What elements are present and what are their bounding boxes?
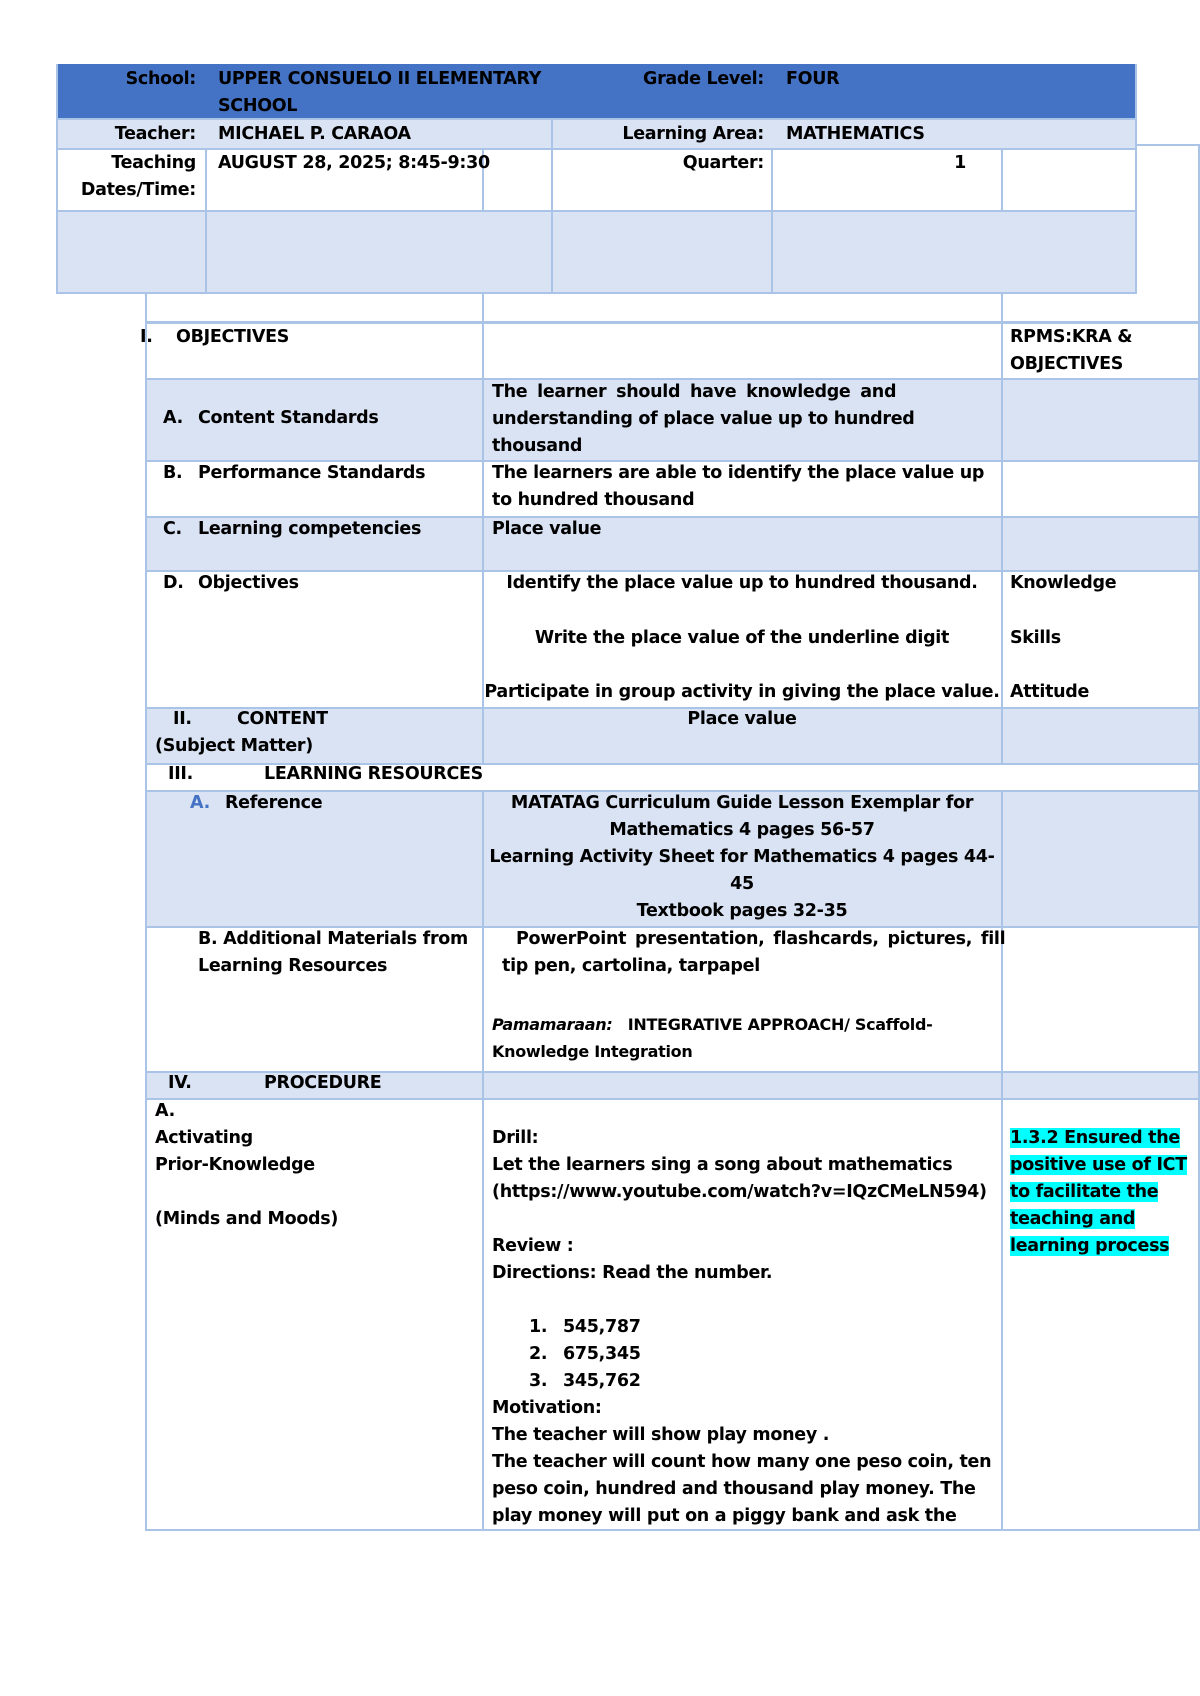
objective-2: Write the place value of the underline digit [534, 628, 950, 648]
obj-letter: D. [163, 573, 184, 593]
teacher-value: MICHAEL P. CARAOA [218, 124, 411, 144]
procedure-title: PROCEDURE [264, 1073, 382, 1093]
motivation-label: Motivation: [492, 1398, 602, 1418]
list-item-2: 675,345 [563, 1344, 641, 1364]
ict-objective-line3: to facilitate the [1010, 1182, 1159, 1202]
motivation-line3: peso coin, hundred and thousand play money. The [492, 1479, 976, 1499]
method-line2: Knowledge Integration [492, 1042, 693, 1061]
obj-label: Objectives [198, 573, 299, 593]
school-label: School: [125, 69, 196, 89]
additional-line1: PowerPoint presentation, flashcards, pictures, fill [516, 929, 1006, 949]
reference-line3: Learning Activity Sheet for Mathematics 4 pages 44- [489, 847, 995, 867]
drill-line1: Let the learners sing a song about mathematics [492, 1155, 953, 1175]
activating-letter: A. [155, 1101, 175, 1121]
objective-3: Participate in group activity in giving the place value. [484, 682, 1000, 702]
kra-attitude: Attitude [1010, 682, 1090, 702]
list-item-1: 545,787 [563, 1317, 641, 1337]
school-value-line2: SCHOOL [218, 96, 298, 116]
review-label: Review : [492, 1236, 574, 1256]
resources-num: III. [168, 764, 193, 784]
additional-line2: tip pen, cartolina, tarpapel [502, 956, 760, 976]
learning-area-value: MATHEMATICS [786, 124, 925, 144]
perf-std-label: Performance Standards [198, 463, 426, 483]
resources-title: LEARNING RESOURCES [264, 764, 483, 784]
list-item-2-num: 2. [529, 1344, 548, 1364]
competency-value: Place value [492, 519, 602, 539]
drill-label: Drill: [492, 1128, 539, 1148]
teacher-label: Teacher: [114, 124, 196, 144]
content-title: CONTENT [237, 709, 328, 729]
dates-value: AUGUST 28, 2025; 8:45-9:30 [218, 153, 490, 173]
reference-line1: MATATAG Curriculum Guide Lesson Exemplar for [510, 793, 974, 813]
motivation-line4: play money will put on a piggy bank and ask the [492, 1506, 957, 1526]
reference-label: Reference [225, 793, 323, 813]
quarter-label: Quarter: [682, 153, 764, 173]
content-std-line2: understanding of place value up to hundred [492, 409, 915, 429]
rpms-label-line1: RPMS:KRA & [1010, 327, 1133, 347]
objectives-num: I. [140, 327, 153, 347]
method-line1 [492, 1011, 933, 1038]
dates-label-line1: Teaching [111, 153, 196, 173]
motivation-line1: The teacher will show play money . [492, 1425, 830, 1445]
quarter-value: 1 [954, 153, 966, 173]
motivation-line2: The teacher will count how many one peso coin, ten [492, 1452, 992, 1472]
perf-std-letter: B. [163, 463, 183, 483]
activating-line1: Activating [155, 1128, 253, 1148]
kra-knowledge: Knowledge [1010, 573, 1117, 593]
additional-label-line1: B. Additional Materials from [198, 929, 468, 949]
objectives-title: OBJECTIVES [176, 327, 290, 347]
ict-objective-line4: teaching and [1010, 1209, 1136, 1229]
activating-line2: Prior-Knowledge [155, 1155, 315, 1175]
content-std-line1: The learner should have knowledge and [492, 382, 897, 402]
reference-line4: 45 [730, 874, 754, 894]
content-value: Place value [687, 709, 797, 729]
grade-level-label: Grade Level: [643, 69, 764, 89]
procedure-num: IV. [168, 1073, 192, 1093]
reference-line5: Textbook pages 32-35 [636, 901, 848, 921]
ict-objective-line2: positive use of ICT [1010, 1155, 1187, 1175]
dates-label-line2: Dates/Time: [80, 180, 196, 200]
learning-area-label: Learning Area: [622, 124, 764, 144]
additional-label-line2: Learning Resources [198, 956, 388, 976]
ict-objective-line5: learning process [1010, 1236, 1170, 1256]
reference-line2: Mathematics 4 pages 56-57 [609, 820, 875, 840]
drill-link[interactable]: (https://www.youtube.com/watch?v=IQzCMeLN594) [492, 1182, 987, 1202]
reference-letter: A. [190, 793, 210, 813]
list-item-1-num: 1. [529, 1317, 548, 1337]
review-directions: Directions: Read the number. [492, 1263, 773, 1283]
content-std-letter: A. [163, 408, 183, 428]
competency-label: Learning competencies [198, 519, 422, 539]
content-std-line3: thousand [492, 436, 583, 456]
list-item-3: 345,762 [563, 1371, 641, 1391]
content-subtitle: (Subject Matter) [155, 736, 313, 756]
objective-1: Identify the place value up to hundred thousand. [506, 573, 978, 593]
perf-std-line1: The learners are able to identify the place value up [492, 463, 985, 483]
content-std-label: Content Standards [198, 408, 379, 428]
content-num: II. [173, 709, 192, 729]
rpms-label-line2: OBJECTIVES [1010, 354, 1124, 374]
ict-objective-line1: 1.3.2 Ensured the [1010, 1128, 1180, 1148]
activating-line3: (Minds and Moods) [155, 1209, 339, 1229]
perf-std-line2: to hundred thousand [492, 490, 695, 510]
grade-level-value: FOUR [786, 69, 840, 89]
header-row-blank [56, 210, 1136, 292]
list-item-3-num: 3. [529, 1371, 548, 1391]
method-label: Pamamaraan: [492, 1015, 613, 1034]
competency-letter: C. [163, 519, 182, 539]
method-value-1: INTEGRATIVE APPROACH/ Scaffold- [627, 1015, 933, 1034]
school-value-line1: UPPER CONSUELO II ELEMENTARY [218, 69, 542, 89]
kra-skills: Skills [1010, 628, 1061, 648]
